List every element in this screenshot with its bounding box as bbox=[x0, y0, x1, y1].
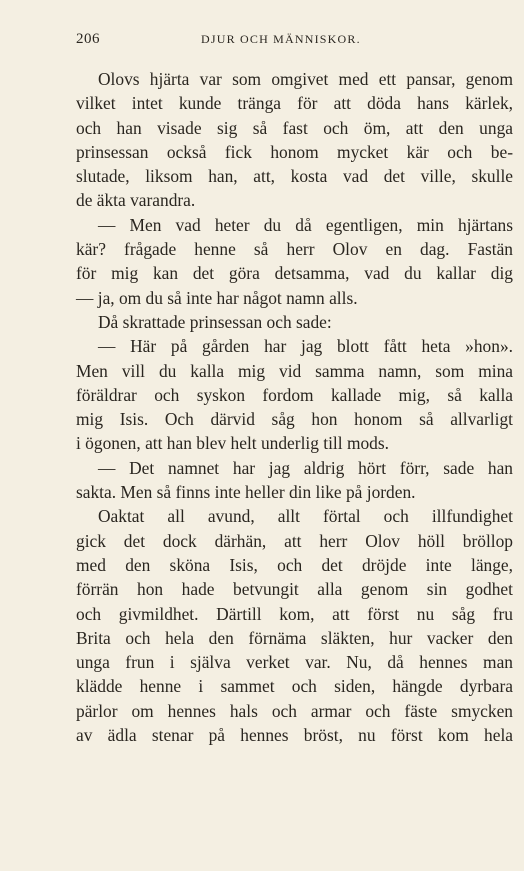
text-line: pärlor om hennes hals och armar och fäste smycken bbox=[76, 700, 513, 721]
text-line: de äkta varandra. bbox=[76, 190, 196, 211]
text-line: prinsessan också fick honom mycket kär och be- bbox=[76, 141, 513, 162]
text-line: unga frun i själva verket var. Nu, då hennes man bbox=[76, 652, 513, 673]
text-line: i ögonen, att han blev helt underlig till mods. bbox=[76, 433, 389, 454]
text-line: klädde henne i sammet och siden, hängde dyrbara bbox=[76, 676, 513, 697]
text-line: mig Isis. Och därvid såg hon honom så allvarligt bbox=[76, 409, 513, 430]
text-line: Brita och hela den förnäma släkten, hur vacker den bbox=[76, 627, 513, 648]
text-line: gick det dock därhän, att herr Olov höll bröllop bbox=[76, 530, 513, 551]
text-line: och han visade sig så fast och öm, att den unga bbox=[76, 117, 513, 138]
text-line: med den sköna Isis, och det dröjde inte länge, bbox=[76, 554, 513, 575]
text-line: Olovs hjärta var som omgivet med ett pansar, genom bbox=[98, 69, 513, 89]
text-line: för mig kan det göra detsamma, vad du kallar dig bbox=[76, 263, 513, 284]
text-line: sakta. Men så finns inte heller din like på jorden. bbox=[76, 482, 416, 503]
text-line: vilket intet kunde tränga för att döda hans kärlek, bbox=[76, 93, 513, 114]
text-line: — Det namnet har jag aldrig hört förr, sade han bbox=[98, 457, 513, 478]
text-line: kär? frågade henne så herr Olov en dag. Fastän bbox=[76, 239, 513, 260]
text-line: Oaktat all avund, allt förtal och illfundighet bbox=[98, 506, 513, 527]
text-line: Då skrattade prinsessan och sade: bbox=[98, 311, 332, 332]
text-line: Men vill du kalla mig vid samma namn, som mina bbox=[76, 360, 513, 381]
text-line: — Här på gården har jag blott fått heta »hon». bbox=[98, 336, 513, 357]
page-number: 206 bbox=[76, 31, 100, 47]
text-line: — ja, om du så inte har något namn alls. bbox=[76, 287, 358, 308]
text-line: — Men vad heter du då egentligen, min hjärtans bbox=[98, 214, 513, 235]
running-head: DJUR OCH MÄNNISKOR. bbox=[201, 32, 361, 46]
text-line: och givmildhet. Därtill kom, att först nu såg fru bbox=[76, 603, 513, 624]
text-line: av ädla stenar på hennes bröst, nu först kom hela bbox=[76, 725, 513, 746]
text-line: föräldrar och syskon fordom kallade mig, så kalla bbox=[76, 384, 513, 405]
text-line: förrän hon hade betvungit alla genom sin godhet bbox=[76, 579, 513, 600]
page-header bbox=[76, 31, 513, 51]
text-line: slutade, liksom han, att, kosta vad det ville, skulle bbox=[76, 166, 513, 187]
body-text bbox=[76, 67, 513, 747]
